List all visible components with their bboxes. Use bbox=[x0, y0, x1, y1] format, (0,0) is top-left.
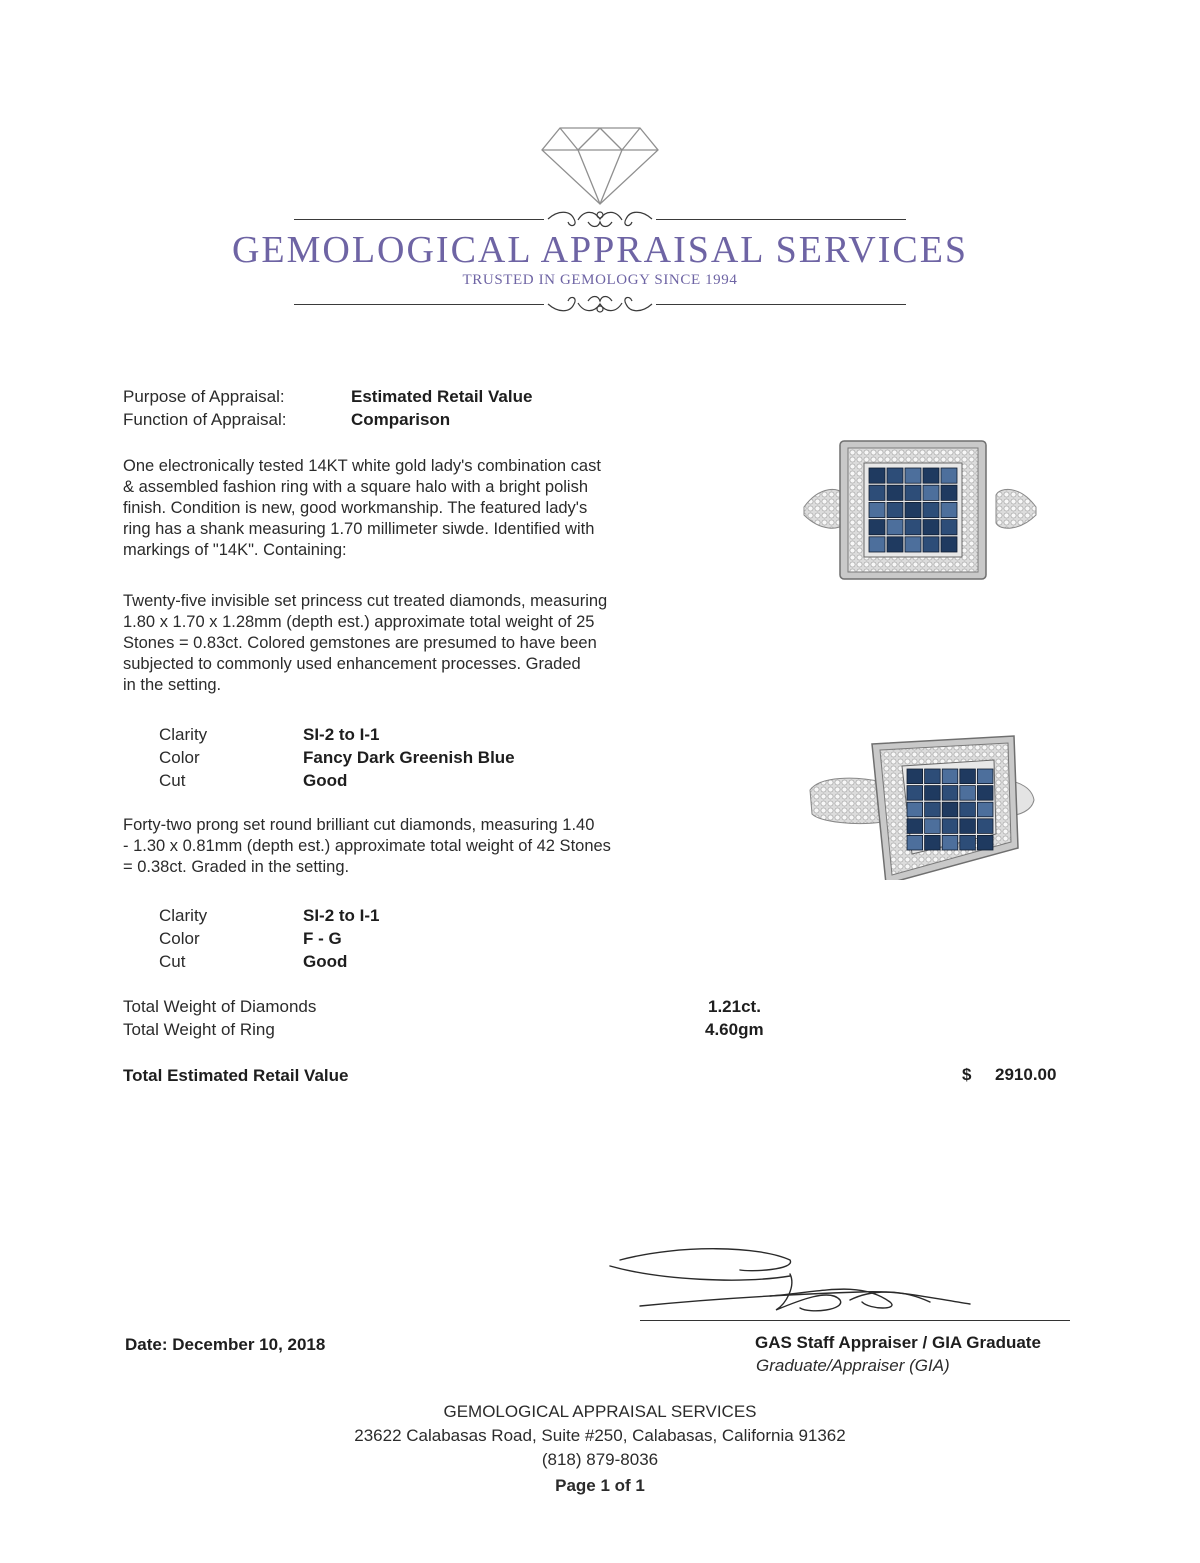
ring-photo-front bbox=[800, 435, 1040, 585]
appraiser-subtitle: Graduate/Appraiser (GIA) bbox=[756, 1356, 950, 1375]
blue-diamond-stone bbox=[923, 485, 939, 500]
princess-diamonds-description bbox=[123, 591, 763, 696]
appraisal-date: Date: December 10, 2018 bbox=[125, 1335, 326, 1354]
blue-diamond-stone bbox=[942, 769, 958, 784]
blue-diamond-stone bbox=[960, 769, 976, 784]
grade-value: F - G bbox=[303, 929, 342, 948]
grade-value: SI-2 to I-1 bbox=[303, 906, 380, 925]
grade-label: Clarity bbox=[159, 906, 208, 925]
blue-diamond-stone bbox=[887, 520, 903, 535]
blue-diamond-stone bbox=[869, 537, 885, 552]
stones-line: Forty-two prong set round brilliant cut diamonds, measuring 1.40 bbox=[123, 816, 595, 834]
blue-diamond-stone bbox=[869, 502, 885, 517]
blue-diamond-stone bbox=[925, 769, 941, 784]
blue-diamond-stone bbox=[960, 835, 976, 850]
total-diamonds-value: 1.21ct. bbox=[708, 997, 761, 1016]
blue-diamond-stone bbox=[977, 835, 993, 850]
total-diamonds-label: Total Weight of Diamonds bbox=[123, 997, 317, 1016]
blue-diamond-stone bbox=[907, 819, 923, 834]
header-divider bbox=[294, 304, 544, 305]
grade-label: Cut bbox=[159, 952, 186, 971]
grade-label: Cut bbox=[159, 771, 186, 790]
total-retail-label: Total Estimated Retail Value bbox=[123, 1066, 349, 1085]
description-line: & assembled fashion ring with a square halo with a bright polish bbox=[123, 478, 589, 496]
blue-diamond-stone bbox=[960, 802, 976, 817]
header-divider bbox=[656, 304, 906, 305]
footer-company-name: GEMOLOGICAL APPRAISAL SERVICES bbox=[443, 1402, 757, 1421]
diamond-logo-icon bbox=[538, 120, 662, 206]
function-value: Comparison bbox=[351, 410, 451, 429]
blue-diamond-stone bbox=[923, 468, 939, 483]
blue-diamond-stone bbox=[907, 802, 923, 817]
blue-diamond-stone bbox=[869, 468, 885, 483]
blue-diamond-stone bbox=[941, 537, 957, 552]
appraiser-title: GAS Staff Appraiser / GIA Graduate bbox=[755, 1333, 1041, 1352]
blue-diamond-stone bbox=[925, 835, 941, 850]
footer-address: 23622 Calabasas Road, Suite #250, Calabasas, California 91362 bbox=[354, 1426, 846, 1445]
blue-diamond-stone bbox=[887, 468, 903, 483]
blue-diamond-grid bbox=[869, 468, 957, 552]
grade-value: SI-2 to I-1 bbox=[303, 725, 380, 744]
blue-diamond-stone bbox=[887, 485, 903, 500]
description-line: ring has a shank measuring 1.70 millimeter siwde. Identified with bbox=[123, 520, 595, 538]
header-divider bbox=[294, 219, 544, 220]
stones-line: 1.80 x 1.70 x 1.28mm (depth est.) approximate total weight of 25 bbox=[123, 613, 595, 631]
blue-diamond-stone bbox=[905, 468, 921, 483]
blue-diamond-stone bbox=[907, 786, 923, 801]
blue-diamond-stone bbox=[869, 520, 885, 535]
blue-diamond-stone bbox=[942, 835, 958, 850]
total-ring-label: Total Weight of Ring bbox=[123, 1020, 275, 1039]
handwritten-signature bbox=[600, 1240, 1080, 1330]
stones-line: - 1.30 x 0.81mm (depth est.) approximate total weight of 42 Stones bbox=[123, 837, 611, 855]
round-diamonds-description bbox=[123, 815, 763, 878]
blue-diamond-stone bbox=[960, 819, 976, 834]
stones-line: in the setting. bbox=[123, 676, 222, 694]
blue-diamond-stone bbox=[977, 786, 993, 801]
blue-diamond-stone bbox=[905, 485, 921, 500]
grade-value: Good bbox=[303, 952, 348, 971]
description-line: markings of "14K". Containing: bbox=[123, 541, 347, 559]
blue-diamond-stone bbox=[905, 520, 921, 535]
blue-diamond-stone bbox=[942, 819, 958, 834]
blue-diamond-stone bbox=[977, 769, 993, 784]
company-name: GEMOLOGICAL APPRAISAL SERVICES bbox=[231, 229, 969, 271]
grade-label: Clarity bbox=[159, 725, 208, 744]
blue-diamond-stone bbox=[941, 485, 957, 500]
description-line: One electronically tested 14KT white gold lady's combination cast bbox=[123, 457, 601, 475]
function-label: Function of Appraisal: bbox=[123, 410, 287, 429]
purpose-value: Estimated Retail Value bbox=[351, 387, 533, 406]
blue-diamond-stone bbox=[869, 485, 885, 500]
blue-diamond-stone bbox=[907, 835, 923, 850]
blue-diamond-stone bbox=[923, 502, 939, 517]
ring-description bbox=[123, 456, 763, 561]
ring-photo-angled bbox=[806, 730, 1046, 880]
total-ring-value: 4.60gm bbox=[705, 1020, 764, 1039]
blue-diamond-stone bbox=[941, 520, 957, 535]
header-divider bbox=[656, 219, 906, 220]
grade-value: Fancy Dark Greenish Blue bbox=[303, 748, 515, 767]
blue-diamond-stone bbox=[977, 819, 993, 834]
blue-diamond-stone bbox=[907, 769, 923, 784]
blue-diamond-stone bbox=[941, 468, 957, 483]
footer-phone: (818) 879-8036 bbox=[541, 1450, 659, 1469]
total-retail-value: 2910.00 bbox=[995, 1065, 1057, 1084]
blue-diamond-stone bbox=[925, 786, 941, 801]
stones-line: = 0.38ct. Graded in the setting. bbox=[123, 858, 350, 876]
blue-diamond-stone bbox=[942, 802, 958, 817]
blue-diamond-stone bbox=[941, 502, 957, 517]
blue-diamond-stone bbox=[923, 520, 939, 535]
blue-diamond-grid bbox=[907, 769, 993, 850]
grade-label: Color bbox=[159, 929, 200, 948]
description-line: finish. Condition is new, good workmanship. The featured lady's bbox=[123, 499, 588, 517]
flourish-ornament-icon bbox=[544, 291, 656, 317]
purpose-label: Purpose of Appraisal: bbox=[123, 387, 285, 406]
blue-diamond-stone bbox=[942, 786, 958, 801]
blue-diamond-stone bbox=[960, 786, 976, 801]
currency-symbol: $ bbox=[962, 1065, 972, 1084]
blue-diamond-stone bbox=[887, 537, 903, 552]
blue-diamond-stone bbox=[887, 502, 903, 517]
stones-line: subjected to commonly used enhancement processes. Graded bbox=[123, 655, 581, 673]
page-number: Page 1 of 1 bbox=[555, 1476, 645, 1495]
blue-diamond-stone bbox=[925, 819, 941, 834]
blue-diamond-stone bbox=[905, 537, 921, 552]
grade-label: Color bbox=[159, 748, 200, 767]
blue-diamond-stone bbox=[905, 502, 921, 517]
stones-line: Stones = 0.83ct. Colored gemstones are presumed to have been bbox=[123, 634, 597, 652]
blue-diamond-stone bbox=[923, 537, 939, 552]
grade-value: Good bbox=[303, 771, 348, 790]
blue-diamond-stone bbox=[925, 802, 941, 817]
signature-line bbox=[640, 1320, 1070, 1321]
stones-line: Twenty-five invisible set princess cut treated diamonds, measuring bbox=[123, 592, 608, 610]
company-tagline: TRUSTED IN GEMOLOGY SINCE 1994 bbox=[462, 272, 738, 288]
blue-diamond-stone bbox=[977, 802, 993, 817]
